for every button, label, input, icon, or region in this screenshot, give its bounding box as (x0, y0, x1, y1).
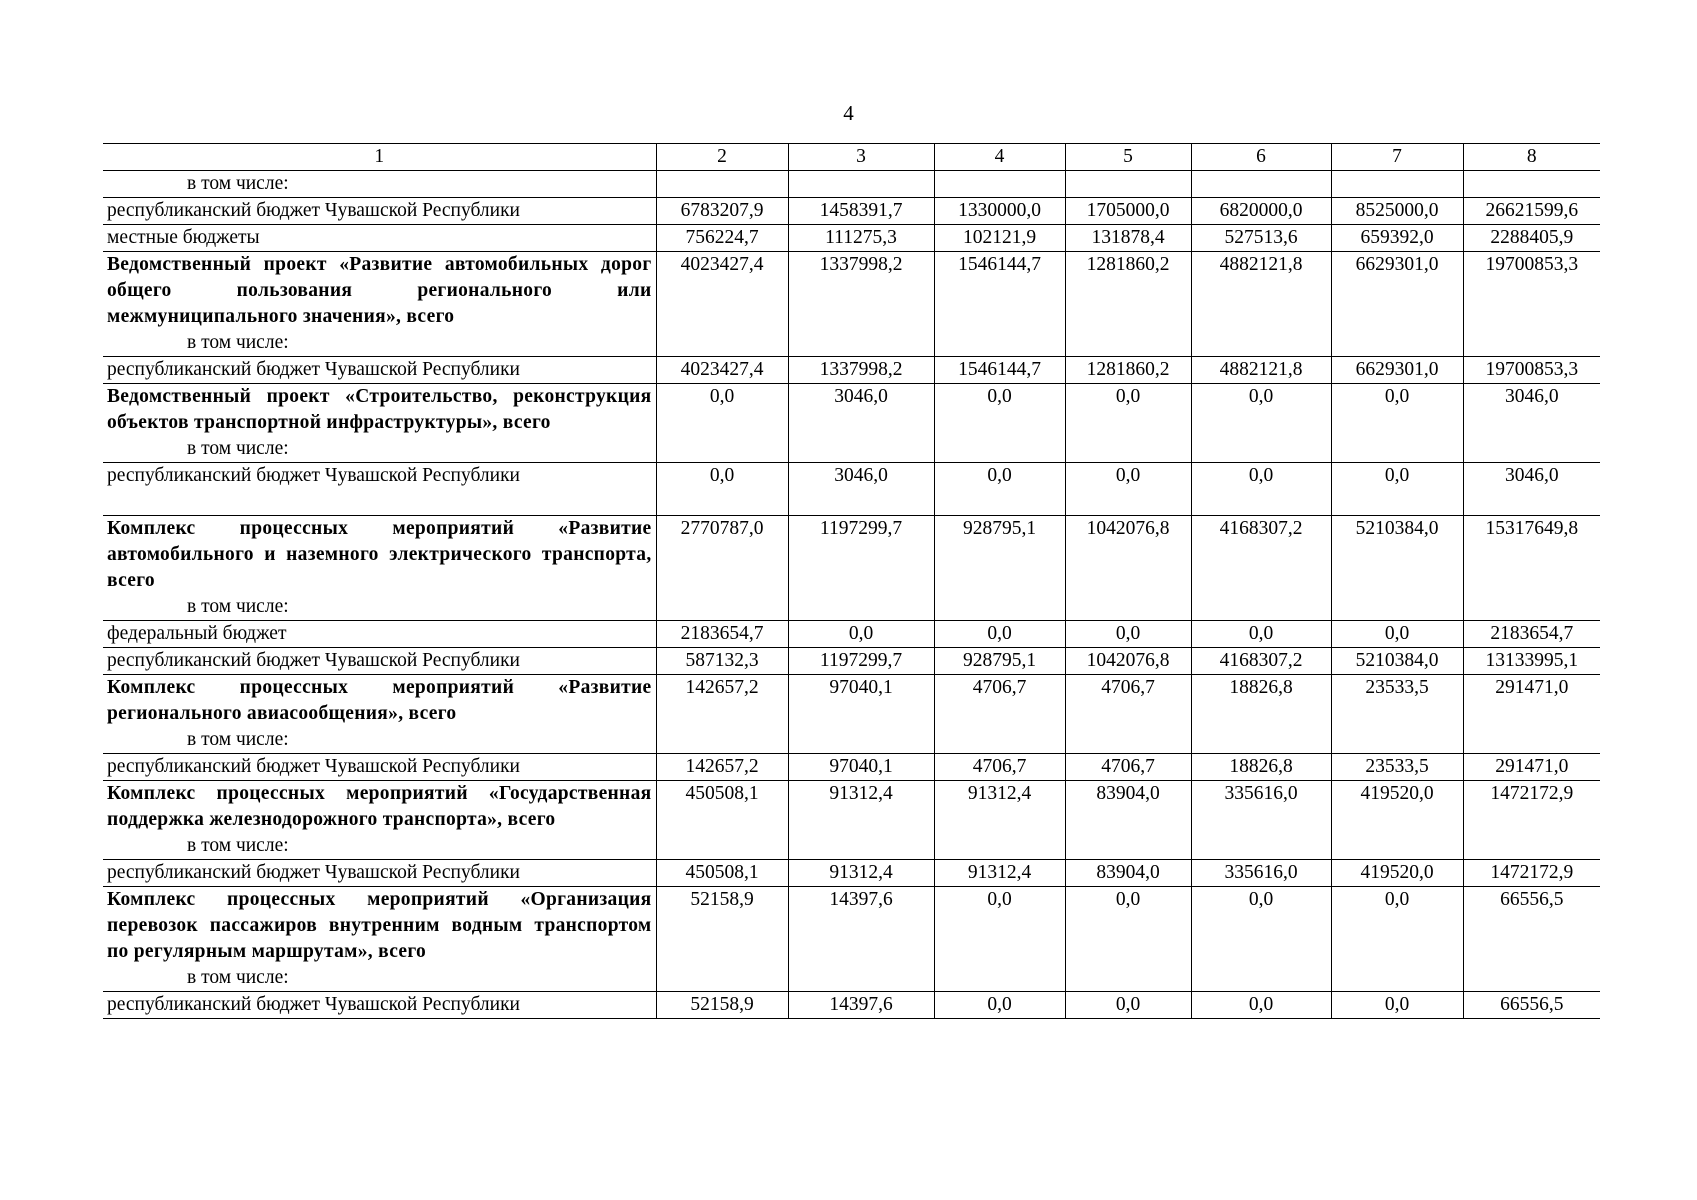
value-cell: 0,0 (934, 887, 1065, 992)
value-cell: 0,0 (934, 992, 1065, 1019)
value-cell (934, 171, 1065, 198)
header-cell: 5 (1065, 144, 1191, 171)
value-cell: 1546144,7 (934, 252, 1065, 357)
value-cell: 15317649,8 (1463, 516, 1600, 621)
row-label: республиканский бюджет Чувашской Республики (107, 650, 520, 671)
header-row (103, 144, 1600, 171)
value-cell: 3046,0 (1463, 463, 1600, 516)
value-cell (788, 171, 934, 198)
value-cell: 0,0 (934, 384, 1065, 463)
row-label: местные бюджеты (107, 227, 260, 248)
value-cell: 291471,0 (1463, 675, 1600, 754)
including-label: в том числе: (187, 967, 289, 988)
value-cell: 142657,2 (656, 675, 788, 754)
table-row (103, 252, 1600, 357)
value-cell: 0,0 (934, 621, 1065, 648)
row-label: республиканский бюджет Чувашской Республики (107, 359, 520, 380)
including-label: в том числе: (187, 173, 289, 194)
value-cell: 4706,7 (934, 754, 1065, 781)
value-cell: 450508,1 (656, 860, 788, 887)
value-cell: 3046,0 (1463, 384, 1600, 463)
value-cell: 4168307,2 (1191, 648, 1331, 675)
value-cell: 2183654,7 (1463, 621, 1600, 648)
value-cell: 18826,8 (1191, 675, 1331, 754)
value-cell: 587132,3 (656, 648, 788, 675)
including-label: в том числе: (187, 596, 289, 617)
value-cell: 0,0 (1191, 992, 1331, 1019)
table-row (103, 860, 1600, 887)
value-cell: 23533,5 (1331, 754, 1463, 781)
value-cell: 0,0 (1191, 621, 1331, 648)
value-cell: 1337998,2 (788, 252, 934, 357)
section-title: Ведомственный проект «Развитие автомобильных дорог общего пользования регионального или межмуниципального значения», всего (107, 254, 652, 327)
row-label-cell (103, 225, 656, 252)
including-label: в том числе: (187, 729, 289, 750)
value-cell: 66556,5 (1463, 992, 1600, 1019)
value-cell: 0,0 (1191, 384, 1331, 463)
row-label: республиканский бюджет Чувашской Республики (107, 862, 520, 883)
table-row (103, 992, 1600, 1019)
value-cell: 0,0 (1065, 992, 1191, 1019)
value-cell: 1281860,2 (1065, 357, 1191, 384)
value-cell: 0,0 (1191, 463, 1331, 516)
row-label-cell (103, 675, 656, 754)
value-cell: 83904,0 (1065, 781, 1191, 860)
value-cell: 1458391,7 (788, 198, 934, 225)
including-label: в том числе: (187, 332, 289, 353)
value-cell: 14397,6 (788, 887, 934, 992)
table-row (103, 384, 1600, 463)
row-label-cell (103, 754, 656, 781)
value-cell: 66556,5 (1463, 887, 1600, 992)
table-row (103, 675, 1600, 754)
value-cell: 1546144,7 (934, 357, 1065, 384)
table-row (103, 781, 1600, 860)
table-row (103, 225, 1600, 252)
row-label-cell (103, 648, 656, 675)
table-row (103, 648, 1600, 675)
value-cell: 52158,9 (656, 992, 788, 1019)
value-cell: 1042076,8 (1065, 648, 1191, 675)
value-cell: 0,0 (1331, 463, 1463, 516)
table-row (103, 621, 1600, 648)
value-cell: 8525000,0 (1331, 198, 1463, 225)
row-label-cell (103, 252, 656, 357)
value-cell: 1472172,9 (1463, 860, 1600, 887)
row-label: республиканский бюджет Чувашской Республики (107, 994, 520, 1015)
value-cell: 1472172,9 (1463, 781, 1600, 860)
value-cell: 111275,3 (788, 225, 934, 252)
header-cell: 3 (788, 144, 934, 171)
value-cell: 4023427,4 (656, 357, 788, 384)
row-spacer (107, 489, 652, 515)
table-row (103, 171, 1600, 198)
table-row (103, 357, 1600, 384)
row-label-cell (103, 516, 656, 621)
value-cell: 0,0 (1065, 621, 1191, 648)
section-title: Комплекс процессных мероприятий «Развитие автомобильного и наземного электрического транспорта, всего (107, 518, 652, 591)
section-title: Комплекс процессных мероприятий «Развитие регионального авиасообщения», всего (107, 677, 652, 724)
value-cell: 1197299,7 (788, 516, 934, 621)
value-cell: 19700853,3 (1463, 252, 1600, 357)
section-title: Ведомственный проект «Строительство, реконструкция объектов транспортной инфраструктуры», всего (107, 386, 652, 433)
value-cell: 0,0 (1191, 887, 1331, 992)
value-cell: 52158,9 (656, 887, 788, 992)
row-label: республиканский бюджет Чувашской Республики (107, 465, 520, 486)
value-cell (656, 171, 788, 198)
value-cell: 1042076,8 (1065, 516, 1191, 621)
value-cell: 0,0 (656, 463, 788, 516)
value-cell: 0,0 (934, 463, 1065, 516)
value-cell: 0,0 (1331, 992, 1463, 1019)
value-cell: 4882121,8 (1191, 252, 1331, 357)
value-cell: 91312,4 (934, 781, 1065, 860)
value-cell (1331, 171, 1463, 198)
value-cell: 3046,0 (788, 384, 934, 463)
value-cell: 4706,7 (1065, 754, 1191, 781)
value-cell (1463, 171, 1600, 198)
value-cell: 97040,1 (788, 675, 934, 754)
value-cell: 2183654,7 (656, 621, 788, 648)
value-cell: 335616,0 (1191, 781, 1331, 860)
table-body (103, 144, 1600, 1019)
value-cell: 756224,7 (656, 225, 788, 252)
value-cell: 335616,0 (1191, 860, 1331, 887)
value-cell: 1337998,2 (788, 357, 934, 384)
value-cell: 0,0 (656, 384, 788, 463)
value-cell: 6783207,9 (656, 198, 788, 225)
value-cell: 0,0 (1065, 887, 1191, 992)
value-cell: 4882121,8 (1191, 357, 1331, 384)
value-cell: 0,0 (1331, 887, 1463, 992)
value-cell: 5210384,0 (1331, 516, 1463, 621)
row-label: федеральный бюджет (107, 623, 287, 644)
header-cell: 2 (656, 144, 788, 171)
row-label-cell (103, 860, 656, 887)
row-label-cell (103, 198, 656, 225)
value-cell: 450508,1 (656, 781, 788, 860)
section-title: Комплекс процессных мероприятий «Организация перевозок пассажиров внутренним водным транспортом по регулярным маршрутам», всего (107, 889, 652, 962)
row-label-cell (103, 781, 656, 860)
row-label-cell (103, 992, 656, 1019)
value-cell: 419520,0 (1331, 860, 1463, 887)
including-label: в том числе: (187, 835, 289, 856)
row-label-cell (103, 384, 656, 463)
header-cell: 1 (103, 144, 656, 171)
including-label: в том числе: (187, 438, 289, 459)
row-label-cell (103, 621, 656, 648)
value-cell: 91312,4 (934, 860, 1065, 887)
value-cell: 83904,0 (1065, 860, 1191, 887)
value-cell: 1705000,0 (1065, 198, 1191, 225)
value-cell: 18826,8 (1191, 754, 1331, 781)
value-cell: 928795,1 (934, 516, 1065, 621)
table-row (103, 463, 1600, 516)
value-cell: 13133995,1 (1463, 648, 1600, 675)
value-cell: 4706,7 (934, 675, 1065, 754)
value-cell: 142657,2 (656, 754, 788, 781)
value-cell: 1281860,2 (1065, 252, 1191, 357)
value-cell: 291471,0 (1463, 754, 1600, 781)
value-cell: 419520,0 (1331, 781, 1463, 860)
value-cell: 659392,0 (1331, 225, 1463, 252)
value-cell: 5210384,0 (1331, 648, 1463, 675)
value-cell: 131878,4 (1065, 225, 1191, 252)
value-cell (1191, 171, 1331, 198)
value-cell: 4023427,4 (656, 252, 788, 357)
value-cell (1065, 171, 1191, 198)
budget-table (103, 143, 1600, 1019)
page-number: 4 (843, 101, 854, 125)
value-cell: 26621599,6 (1463, 198, 1600, 225)
value-cell: 0,0 (1331, 621, 1463, 648)
row-label-cell (103, 887, 656, 992)
header-cell: 7 (1331, 144, 1463, 171)
value-cell: 6629301,0 (1331, 357, 1463, 384)
header-cell: 6 (1191, 144, 1331, 171)
table-row (103, 887, 1600, 992)
value-cell: 1197299,7 (788, 648, 934, 675)
header-cell: 4 (934, 144, 1065, 171)
header-cell: 8 (1463, 144, 1600, 171)
value-cell: 0,0 (788, 621, 934, 648)
value-cell: 928795,1 (934, 648, 1065, 675)
value-cell: 6629301,0 (1331, 252, 1463, 357)
value-cell: 4706,7 (1065, 675, 1191, 754)
value-cell: 97040,1 (788, 754, 934, 781)
table-row (103, 754, 1600, 781)
value-cell: 2770787,0 (656, 516, 788, 621)
value-cell: 2288405,9 (1463, 225, 1600, 252)
row-label-cell (103, 463, 656, 516)
row-label: республиканский бюджет Чувашской Республики (107, 756, 520, 777)
value-cell: 527513,6 (1191, 225, 1331, 252)
value-cell: 0,0 (1065, 384, 1191, 463)
value-cell: 102121,9 (934, 225, 1065, 252)
value-cell: 19700853,3 (1463, 357, 1600, 384)
value-cell: 4168307,2 (1191, 516, 1331, 621)
value-cell: 91312,4 (788, 860, 934, 887)
section-title: Комплекс процессных мероприятий «Государственная поддержка железнодорожного транспорта», всего (107, 783, 652, 830)
value-cell: 91312,4 (788, 781, 934, 860)
table-row (103, 198, 1600, 225)
value-cell: 0,0 (1065, 463, 1191, 516)
value-cell: 1330000,0 (934, 198, 1065, 225)
table-row (103, 516, 1600, 621)
value-cell: 6820000,0 (1191, 198, 1331, 225)
row-label: республиканский бюджет Чувашской Республики (107, 200, 520, 221)
value-cell: 3046,0 (788, 463, 934, 516)
value-cell: 23533,5 (1331, 675, 1463, 754)
value-cell: 0,0 (1331, 384, 1463, 463)
row-label-cell (103, 357, 656, 384)
value-cell: 14397,6 (788, 992, 934, 1019)
row-label-cell (103, 171, 656, 198)
